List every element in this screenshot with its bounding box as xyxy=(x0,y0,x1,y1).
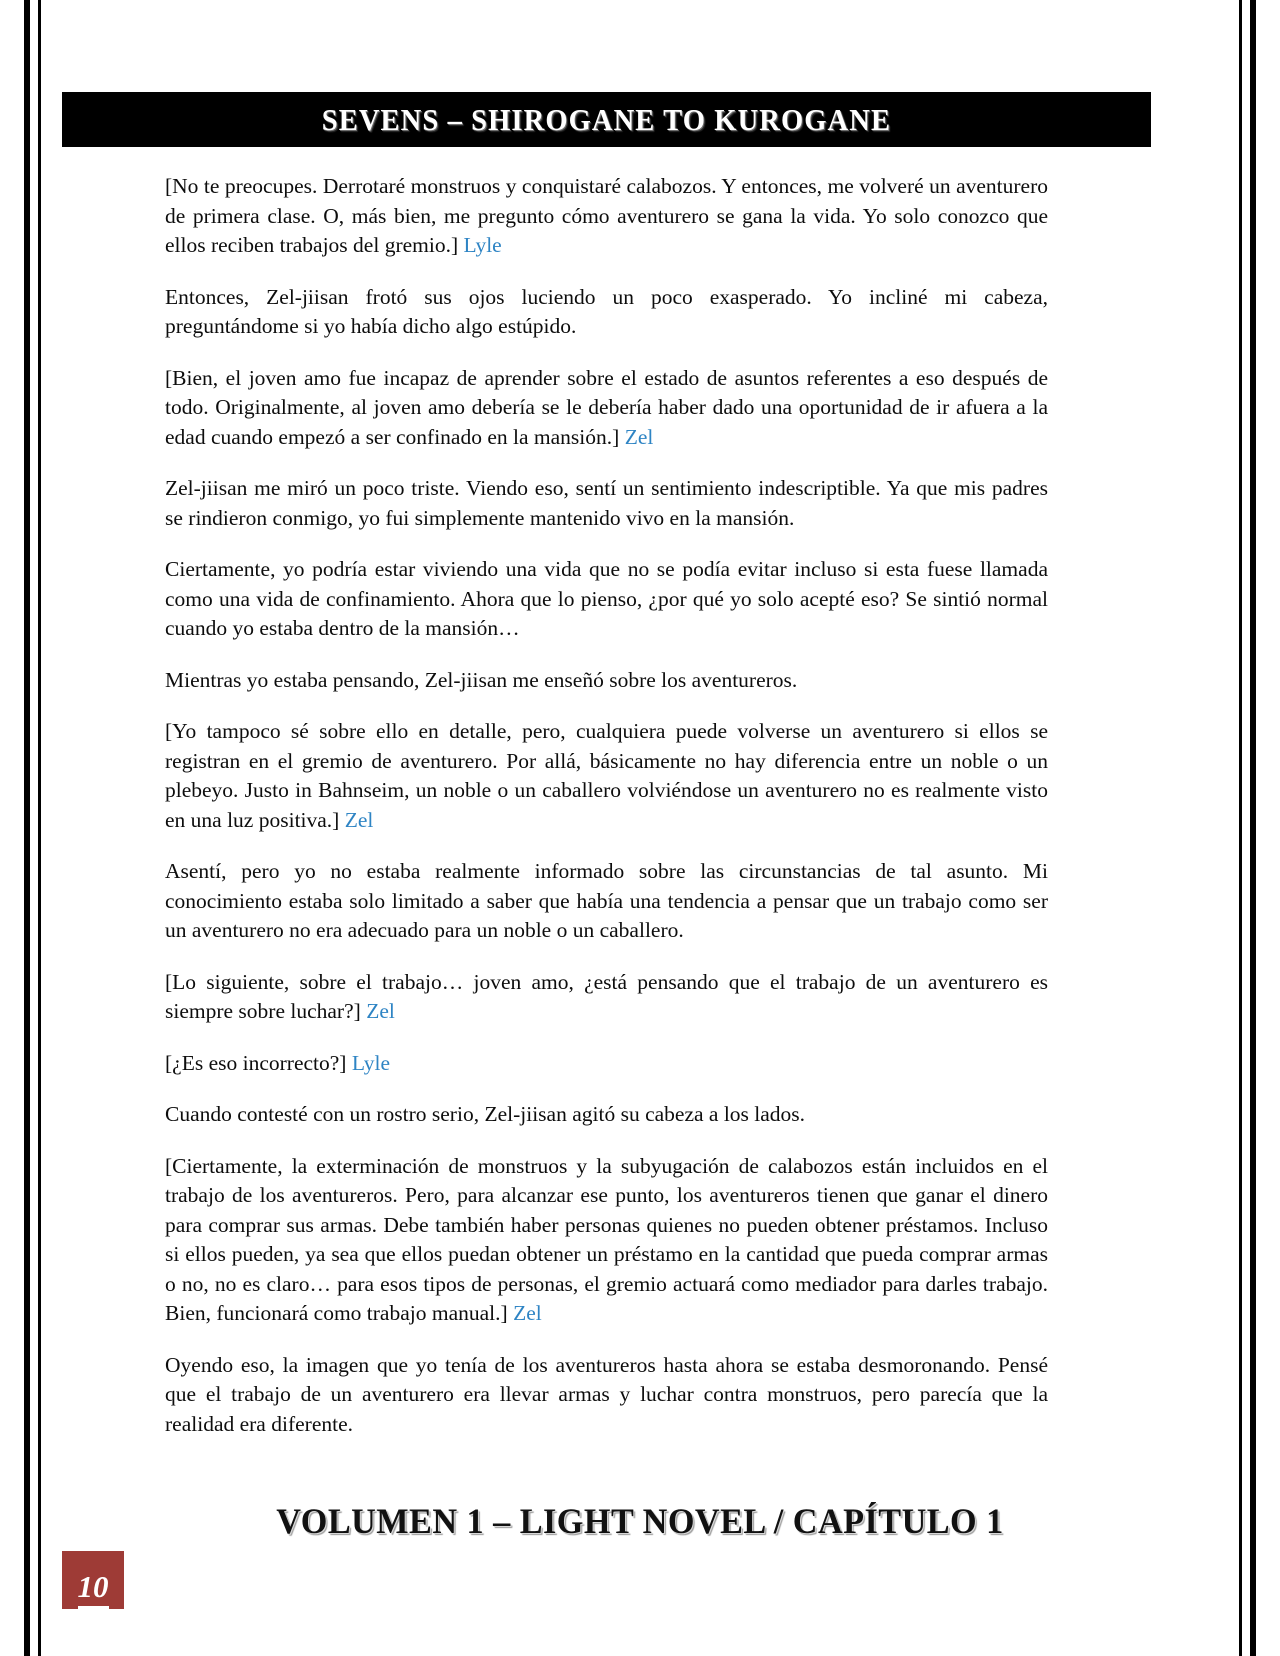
paragraph xyxy=(165,1049,1048,1079)
page-number-badge xyxy=(62,1551,124,1609)
speaker-label: Lyle xyxy=(351,1050,391,1075)
paragraph xyxy=(165,283,1048,342)
paragraph xyxy=(165,666,1048,696)
footer-volume-chapter: VOLUMEN 1 – LIGHT NOVEL / CAPÍTULO 1 xyxy=(276,1501,1004,1541)
paragraph-text: [Lo siguiente, sobre el trabajo… joven amo, ¿está pensando que el trabajo de un aventurero es siempre sobre luchar?] xyxy=(165,969,1048,1023)
page-border-right-outer xyxy=(1250,0,1256,1656)
book-title: SEVENS – SHIROGANE TO KUROGANE xyxy=(321,101,892,137)
paragraph xyxy=(165,364,1048,453)
paragraph xyxy=(165,717,1048,835)
paragraph-text: Oyendo eso, la imagen que yo tenía de los aventureros hasta ahora se estaba desmoronando. Pensé que el trabajo de un aventurero era llevar armas y luchar contra monstruos, pero parecía que la realidad era diferente. xyxy=(165,1352,1048,1436)
paragraph xyxy=(165,555,1048,644)
paragraph-text: Ciertamente, yo podría estar viviendo una vida que no se podía evitar incluso si esta fuese llamada como una vida de confinamiento. Ahora que lo pienso, ¿por qué yo solo acepté eso? Se sintió normal cuando yo estaba dentro de la mansión… xyxy=(165,557,1048,640)
paragraph xyxy=(165,857,1048,946)
speaker-label: Zel xyxy=(366,999,395,1023)
paragraph-text: [Bien, el joven amo fue incapaz de aprender sobre el estado de asuntos referentes a eso después de todo. Originalmente, al joven amo debería se le debería haber dado una oportunidad de ir afuera a la edad cuando empezó a ser confinado en la mansión.] xyxy=(165,365,1048,449)
paragraph-text: [No te preocupes. Derrotaré monstruos y conquistaré calabozos. Y entonces, me volveré un aventurero de primera clase. O, más bien, me pregunto cómo aventurero se gana la vida. Yo solo conozco que ellos reciben trabajos del gremio.] xyxy=(165,174,1048,257)
header-banner xyxy=(62,92,1151,147)
paragraph xyxy=(165,1351,1048,1440)
paragraph xyxy=(165,172,1048,261)
speaker-label: Lyle xyxy=(463,233,502,257)
paragraph xyxy=(165,474,1048,533)
paragraph-text: Asentí, pero yo no estaba realmente informado sobre las circunstancias de tal asunto. Mi conocimiento estaba solo limitado a saber que había una tendencia a pensar que un trabajo como ser un aventurero no era adecuado para un noble o un caballero. xyxy=(165,859,1048,942)
body-text-column xyxy=(165,172,1048,1439)
paragraph-text: [Yo tampoco sé sobre ello en detalle, pero, cualquiera puede volverse un aventurero si ellos se registran en el gremio de aventurero. Por allá, básicamente no hay diferencia entre un noble o un plebeyo. Justo in Bahnseim, un noble o un caballero volviéndose un aventurero no es realmente visto en una luz positiva.] xyxy=(165,719,1048,832)
page-border-left-inner xyxy=(38,0,41,1656)
speaker-label: Zel xyxy=(344,807,374,832)
paragraph-text: [Ciertamente, la exterminación de monstruos y la subyugación de calabozos están incluidos en el trabajo de los aventureros. Pero, para alcanzar ese punto, los aventureros tienen que ganar el dinero para comprar sus armas. Debe también haber personas quienes no pueden obtener préstamos. Incluso si ellos pueden, ya sea que ellos puedan obtener un préstamo en la cantidad que pueda comprar armas o no, no es claro… para esos tipos de personas, el gremio actuará como mediador para darles trabajo. Bien, funcionará como trabajo manual.] xyxy=(165,1153,1048,1325)
page-number: 10 xyxy=(78,1571,109,1609)
speaker-label: Zel xyxy=(624,424,654,449)
page-border-left-outer xyxy=(24,0,30,1656)
speaker-label: Zel xyxy=(513,1301,542,1325)
paragraph-text: Cuando contesté con un rostro serio, Zel-jiisan agitó su cabeza a los lados. xyxy=(165,1102,806,1126)
paragraph-text: Mientras yo estaba pensando, Zel-jiisan me enseñó sobre los aventureros. xyxy=(165,667,798,692)
paragraph-text: Entonces, Zel-jiisan frotó sus ojos luciendo un poco exasperado. Yo incliné mi cabeza, preguntándome si yo había dicho algo estúpido. xyxy=(165,284,1048,338)
paragraph-text: Zel-jiisan me miró un poco triste. Viendo eso, sentí un sentimiento indescriptible. Ya que mis padres se rindieron conmigo, yo fui simplemente mantenido vivo en la mansión. xyxy=(165,476,1048,530)
paragraph-text: [¿Es eso incorrecto?] xyxy=(165,1050,347,1075)
paragraph xyxy=(165,1100,1048,1130)
paragraph xyxy=(165,1152,1048,1329)
paragraph xyxy=(165,968,1048,1027)
page-border-right-inner xyxy=(1239,0,1242,1656)
